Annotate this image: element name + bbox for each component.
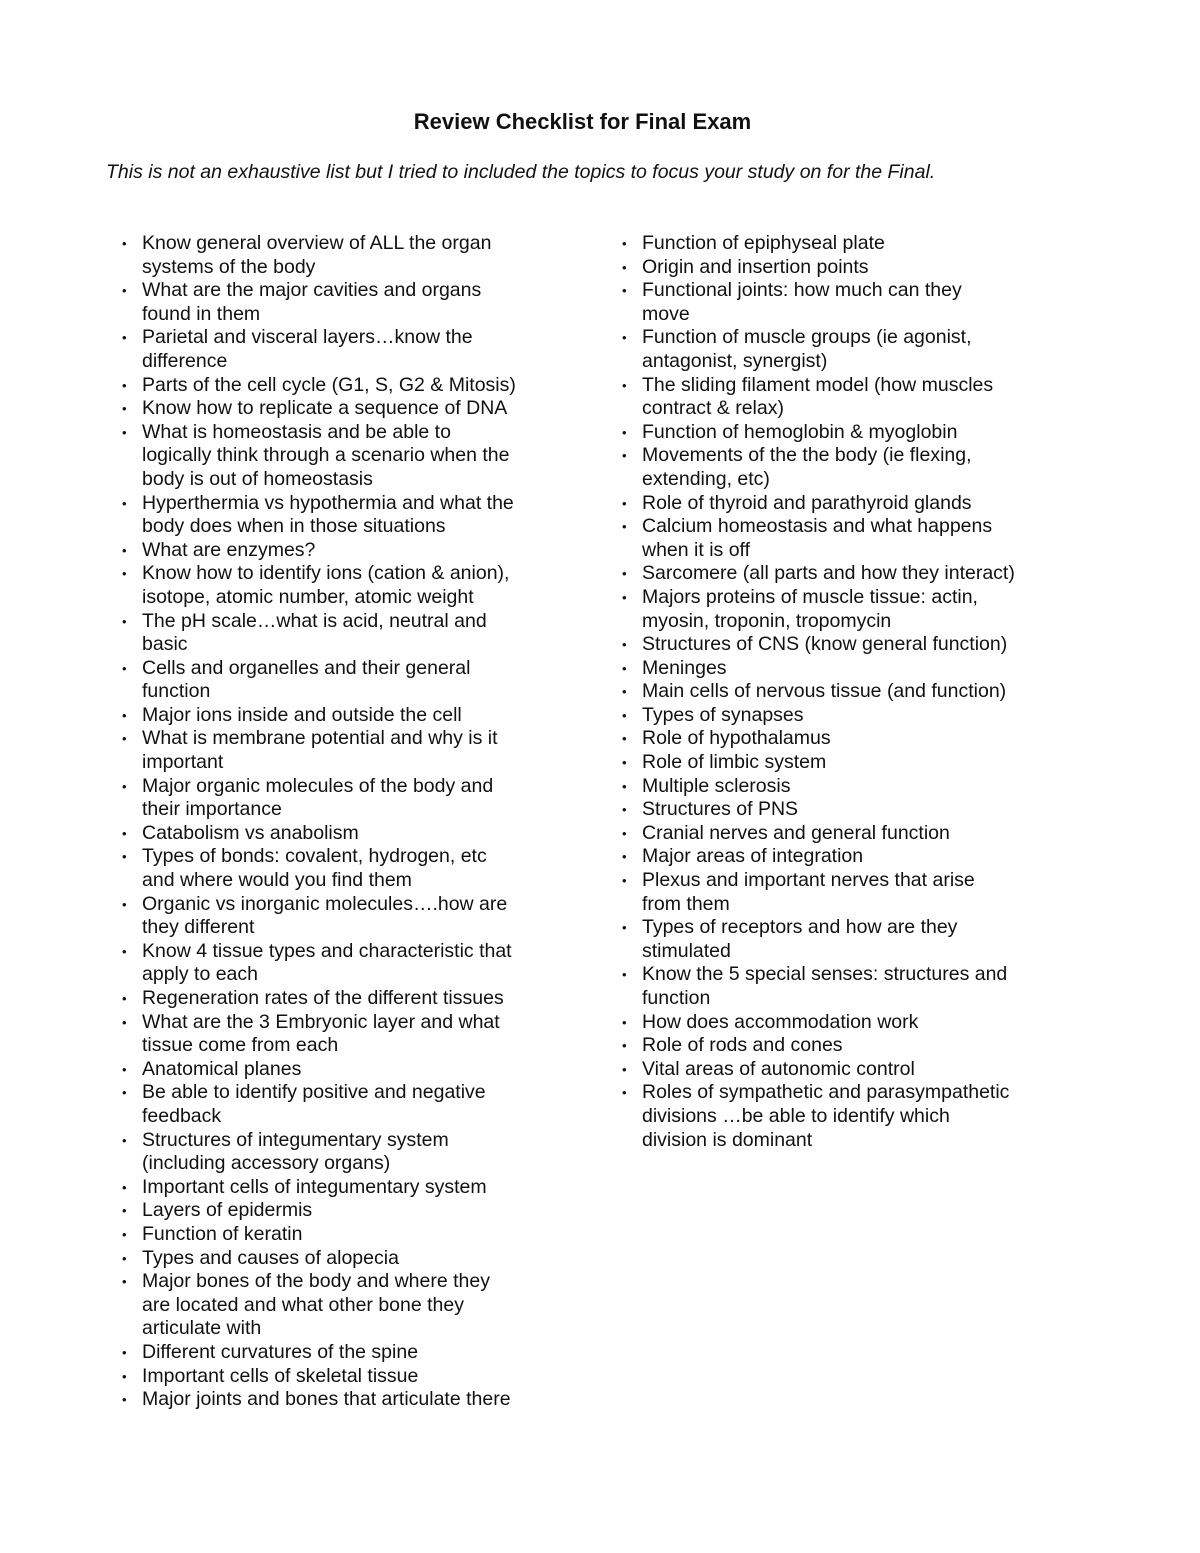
list-item (122, 1388, 572, 1412)
list-item-text: Hyperthermia vs hypothermia and what the body does when in those situations (142, 491, 514, 538)
bullet-icon: • (622, 660, 627, 676)
list-item (622, 374, 1092, 421)
bullet-icon: • (622, 495, 627, 511)
list-item (622, 751, 1092, 775)
bullet-icon: • (622, 920, 627, 936)
bullet-icon: • (122, 1392, 127, 1408)
list-item (122, 657, 572, 704)
bullet-icon: • (122, 377, 127, 393)
list-item (622, 421, 1092, 445)
list-item-text: Function of muscle groups (ie agonist, antagonist, synergist) (642, 326, 972, 372)
list-item-text: What is membrane potential and why is it important (142, 727, 498, 774)
list-item (622, 845, 1092, 869)
bullet-icon: • (122, 330, 127, 346)
list-item-text: What is homeostasis and be able to logically think through a scenario when the body is out of homeostasis (142, 420, 510, 490)
list-item (622, 869, 1092, 916)
list-item-text: Functional joints: how much can they move (642, 279, 962, 325)
list-item-text: Calcium homeostasis and what happens when it is off (642, 515, 993, 561)
list-item (122, 1270, 572, 1341)
bullet-icon: • (122, 1179, 127, 1195)
list-item-text: Know how to identify ions (cation & anion), isotope, atomic number, atomic weight (142, 562, 510, 608)
bullet-icon: • (122, 401, 127, 417)
list-item (122, 1247, 572, 1271)
list-item-text: Major areas of integration (642, 845, 864, 868)
bullet-icon: • (622, 684, 627, 700)
bullet-icon: • (622, 637, 627, 653)
list-item (622, 586, 1092, 633)
list-item (122, 1058, 572, 1082)
bullet-icon: • (122, 424, 127, 440)
list-item (122, 610, 572, 657)
list-item (122, 562, 572, 609)
bullet-icon: • (622, 377, 627, 393)
bullet-icon: • (122, 1368, 127, 1384)
list-item (122, 397, 572, 421)
bullet-icon: • (122, 731, 127, 747)
list-item-text: Types of receptors and how are they stimulated (642, 916, 958, 962)
list-item-text: Meninges (642, 656, 727, 679)
list-item (622, 775, 1092, 799)
list-item-text: The sliding filament model (how muscles contract & relax) (642, 373, 994, 420)
bullet-icon: • (622, 1038, 627, 1054)
list-item (122, 1341, 572, 1365)
left-checklist (122, 232, 572, 1412)
list-item-text: Types of bonds: covalent, hydrogen, etc and where would you find them (142, 845, 487, 892)
list-item-text: Multiple sclerosis (642, 774, 791, 797)
bullet-icon: • (122, 542, 127, 558)
bullet-icon: • (622, 448, 627, 464)
bullet-icon: • (622, 802, 627, 818)
bullet-icon: • (122, 896, 127, 912)
list-item (122, 775, 572, 822)
list-item (122, 326, 572, 373)
list-item-text: Important cells of skeletal tissue (142, 1364, 419, 1387)
list-item-text: Function of keratin (142, 1222, 303, 1245)
list-item-text: Important cells of integumentary system (142, 1175, 487, 1198)
bullet-icon: • (622, 707, 627, 723)
bullet-icon: • (622, 589, 627, 605)
list-item-text: Types of synapses (642, 703, 804, 726)
list-item-text: What are the major cavities and organs found in them (142, 279, 482, 325)
list-item (622, 515, 1092, 562)
list-item-text: Anatomical planes (142, 1057, 302, 1080)
list-item (622, 963, 1092, 1010)
list-item-text: Major organic molecules of the body and their importance (142, 774, 494, 821)
list-item-text: Types and causes of alopecia (142, 1246, 399, 1269)
list-item (622, 704, 1092, 728)
list-item (122, 279, 572, 326)
page-title: Review Checklist for Final Exam (413, 109, 752, 134)
list-item-text: Organic vs inorganic molecules….how are they different (142, 892, 508, 939)
bullet-icon: • (622, 849, 627, 865)
list-item-text: Catabolism vs anabolism (142, 821, 359, 844)
list-item-text: Know general overview of ALL the organ systems of the body (142, 232, 492, 278)
list-item-text: Structures of PNS (642, 798, 799, 821)
list-item (622, 798, 1092, 822)
list-item (122, 1223, 572, 1247)
bullet-icon: • (122, 1014, 127, 1030)
list-item (122, 822, 572, 846)
list-item (122, 1176, 572, 1200)
bullet-icon: • (122, 236, 127, 251)
bullet-icon: • (622, 755, 627, 771)
list-item-text: Know 4 tissue types and characteristic that apply to each (142, 939, 512, 986)
bullet-icon: • (622, 778, 627, 794)
list-item (122, 704, 572, 728)
list-item-text: Plexus and important nerves that arise from them (642, 869, 975, 915)
list-item (122, 1129, 572, 1176)
bullet-icon: • (122, 943, 127, 959)
list-item (122, 374, 572, 398)
list-item (622, 232, 1092, 256)
bullet-icon: • (622, 967, 627, 983)
list-item-text: Different curvatures of the spine (142, 1340, 419, 1363)
bullet-icon: • (622, 566, 627, 582)
list-item (122, 1011, 572, 1058)
list-item-text: Majors proteins of muscle tissue: actin, myosin, troponin, tropomycin (642, 585, 978, 632)
list-item-text: Parts of the cell cycle (G1, S, G2 & Mitosis) (142, 373, 516, 396)
list-item (122, 727, 572, 774)
bullet-icon: • (122, 991, 127, 1006)
bullet-icon: • (622, 1061, 627, 1077)
bullet-icon: • (622, 236, 627, 251)
right-checklist (622, 232, 1092, 1152)
list-item-text: Layers of epidermis (142, 1199, 313, 1222)
list-item-text: The pH scale…what is acid, neutral and basic (142, 609, 487, 656)
bullet-icon: • (122, 1250, 127, 1266)
list-item-text: What are the 3 Embryonic layer and what tissue come from each (142, 1010, 500, 1057)
list-item (622, 916, 1092, 963)
list-item (622, 326, 1092, 373)
bullet-icon: • (122, 707, 127, 723)
list-item (622, 633, 1092, 657)
list-item (622, 1058, 1092, 1082)
list-item-text: Role of thyroid and parathyroid glands (642, 491, 972, 514)
list-item (122, 893, 572, 940)
bullet-icon: • (122, 1085, 127, 1101)
bullet-icon: • (622, 873, 627, 889)
bullet-icon: • (122, 849, 127, 865)
bullet-icon: • (122, 1226, 127, 1242)
list-item-text: Vital areas of autonomic control (642, 1057, 915, 1080)
list-item (122, 1365, 572, 1389)
list-item-text: Know how to replicate a sequence of DNA (142, 397, 508, 420)
bullet-icon: • (122, 283, 127, 299)
bullet-icon: • (122, 825, 127, 841)
bullet-icon: • (622, 259, 627, 275)
list-item (122, 492, 572, 539)
bullet-icon: • (622, 825, 627, 841)
bullet-icon: • (622, 283, 627, 299)
list-item (122, 421, 572, 492)
list-item (622, 657, 1092, 681)
list-item-text: Function of hemoglobin & myoglobin (642, 420, 958, 443)
bullet-icon: • (122, 778, 127, 794)
bullet-icon: • (622, 731, 627, 747)
list-item (122, 940, 572, 987)
list-item (622, 562, 1092, 586)
bullet-icon: • (122, 495, 127, 511)
bullet-icon: • (122, 613, 127, 629)
list-item-text: Major joints and bones that articulate there (142, 1388, 511, 1411)
list-item (122, 1081, 572, 1128)
list-item (122, 232, 572, 279)
list-item (622, 256, 1092, 280)
list-item-text: How does accommodation work (642, 1010, 919, 1033)
list-item (622, 279, 1092, 326)
list-item-text: Be able to identify positive and negative feedback (142, 1081, 486, 1127)
bullet-icon: • (122, 1061, 127, 1077)
bullet-icon: • (122, 1274, 127, 1290)
bullet-icon: • (122, 1344, 127, 1360)
bullet-icon: • (122, 660, 127, 676)
list-item-text: Parietal and visceral layers…know the difference (142, 326, 473, 372)
list-item-text: Sarcomere (all parts and how they interact) (642, 562, 1015, 585)
list-item-text: Main cells of nervous tissue (and function) (642, 680, 1007, 703)
list-item (122, 987, 572, 1011)
list-item-text: Origin and insertion points (642, 255, 869, 278)
list-item-text: Role of limbic system (642, 751, 827, 774)
list-item-text: Structures of CNS (know general function) (642, 633, 1008, 656)
bullet-icon: • (622, 1085, 627, 1101)
list-item-text: Movements of the the body (ie flexing, extending, etc) (642, 444, 972, 490)
list-item (622, 1081, 1092, 1152)
list-item (122, 845, 572, 892)
list-item (622, 680, 1092, 704)
bullet-icon: • (122, 566, 127, 582)
bullet-icon: • (122, 1132, 127, 1148)
list-item-text: Regeneration rates of the different tissues (142, 987, 504, 1009)
list-item-text: Cranial nerves and general function (642, 821, 950, 844)
bullet-icon: • (622, 519, 627, 535)
bullet-icon: • (622, 330, 627, 346)
list-item-text: Know the 5 special senses: structures and function (642, 963, 1008, 1009)
list-item (622, 444, 1092, 491)
list-item-text: Structures of integumentary system (including accessory organs) (142, 1128, 449, 1175)
list-item (122, 1199, 572, 1223)
list-item-text: Major ions inside and outside the cell (142, 703, 462, 726)
bullet-icon: • (622, 1014, 627, 1030)
list-item-text: Roles of sympathetic and parasympathetic divisions …be able to identify which division is dominant (642, 1081, 1010, 1151)
list-item (622, 1011, 1092, 1035)
list-item-text: Role of hypothalamus (642, 727, 831, 750)
bullet-icon: • (622, 424, 627, 440)
page-subtitle: This is not an exhaustive list but I tried to included the topics to focus your study on for the Final. (106, 161, 936, 183)
list-item-text: Major bones of the body and where they are located and what other bone they articulate with (142, 1270, 490, 1340)
list-item (622, 492, 1092, 516)
list-item-text: Cells and organelles and their general function (142, 656, 471, 703)
list-item (622, 1034, 1092, 1058)
list-item (122, 539, 572, 563)
list-item (622, 822, 1092, 846)
list-item-text: Role of rods and cones (642, 1034, 843, 1057)
list-item-text: What are enzymes? (142, 538, 316, 561)
list-item (622, 727, 1092, 751)
list-item-text: Function of epiphyseal plate (642, 232, 885, 254)
bullet-icon: • (122, 1203, 127, 1219)
